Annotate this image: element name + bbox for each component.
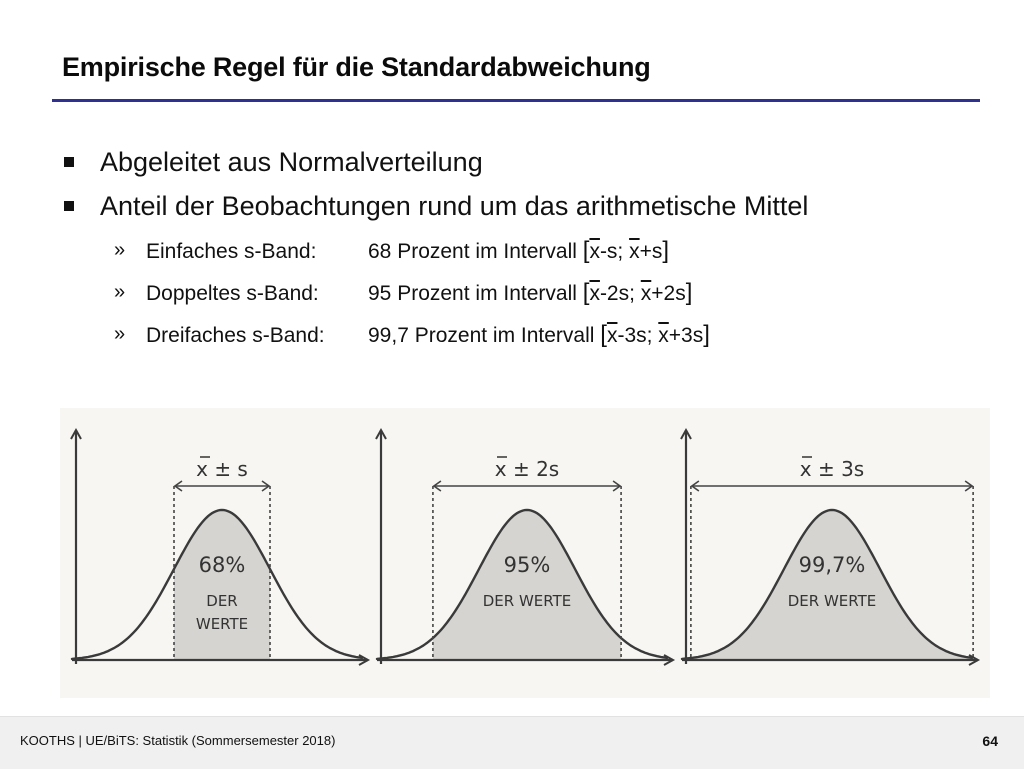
double-chevron-icon: »: [114, 239, 126, 261]
percent-label: 95%: [503, 553, 551, 577]
interval-text: [368, 230, 669, 272]
interval-prefix: 99,7 Prozent im Intervall: [368, 324, 601, 347]
interval-lower: -2s;: [599, 282, 641, 305]
caption-label: DER WERTE: [482, 592, 572, 610]
band-label: Dreifaches s-Band:: [146, 324, 325, 347]
bullet-list: [64, 140, 1004, 356]
square-bullet-icon: [64, 157, 74, 167]
band-label: Doppeltes s-Band:: [146, 282, 319, 305]
interval-upper: +2s: [651, 282, 686, 305]
mean-symbol: $\overline{x}$: [629, 240, 640, 263]
normal-distribution-figure: [60, 408, 990, 698]
shaded-area: [433, 510, 621, 660]
page-number: 64: [982, 733, 998, 749]
mean-symbol: $\overline{x}$: [589, 282, 600, 305]
bullet-item: [64, 184, 1004, 228]
close-bracket: ]: [685, 279, 693, 306]
title-underline: [52, 99, 980, 102]
double-chevron-icon: »: [114, 281, 126, 303]
interval-label: x ± 3s: [799, 457, 865, 481]
percent-label: 99,7%: [798, 553, 866, 577]
open-bracket: [: [582, 279, 590, 306]
interval-upper: +3s: [668, 324, 704, 347]
interval-upper: +s: [639, 240, 663, 263]
bullet-text: Anteil der Beobachtungen rund um das arithmetische Mittel: [100, 191, 809, 221]
close-bracket: ]: [703, 321, 710, 348]
footer-text: KOOTHS | UE/BiTS: Statistik (Sommersemester 2018): [20, 733, 336, 748]
square-bullet-icon: [64, 201, 74, 211]
interval-lower: -s;: [599, 240, 630, 263]
interval-text: [368, 314, 710, 356]
mean-symbol: $\overline{x}$: [606, 324, 618, 347]
open-bracket: [: [600, 321, 607, 348]
close-bracket: ]: [662, 237, 670, 264]
caption-label: DER WERTE: [787, 592, 877, 610]
sub-bullet-item: [64, 314, 1004, 356]
footer: [0, 716, 1024, 769]
shaded-area: [174, 510, 270, 660]
band-label: Einfaches s-Band:: [146, 240, 317, 263]
slide-title: Empirische Regel für die Standardabweichung: [62, 52, 651, 82]
bullet-text: Abgeleitet aus Normalverteilung: [100, 147, 483, 177]
caption-label: DER: [206, 592, 238, 610]
shaded-area: [691, 510, 973, 660]
open-bracket: [: [582, 237, 590, 264]
mean-symbol: $\overline{x}$: [658, 324, 669, 347]
interval-label: x ± 2s: [494, 457, 560, 481]
hand-drawn-bell-curves: [60, 408, 990, 698]
double-chevron-icon: »: [114, 323, 126, 345]
interval-label: x ± s: [196, 457, 248, 481]
percent-label: 68%: [198, 553, 246, 577]
caption-label: WERTE: [195, 615, 249, 633]
bullet-item: [64, 140, 1004, 184]
interval-prefix: 68 Prozent im Intervall: [368, 240, 583, 263]
interval-prefix: 95 Prozent im Intervall: [368, 282, 583, 305]
mean-symbol: $\overline{x}$: [640, 282, 652, 305]
interval-lower: -3s;: [617, 324, 659, 347]
mean-symbol: $\overline{x}$: [589, 240, 600, 263]
sub-bullet-item: [64, 272, 1004, 314]
sub-bullet-list: [64, 230, 1004, 356]
sub-bullet-item: [64, 230, 1004, 272]
interval-text: [368, 272, 692, 314]
